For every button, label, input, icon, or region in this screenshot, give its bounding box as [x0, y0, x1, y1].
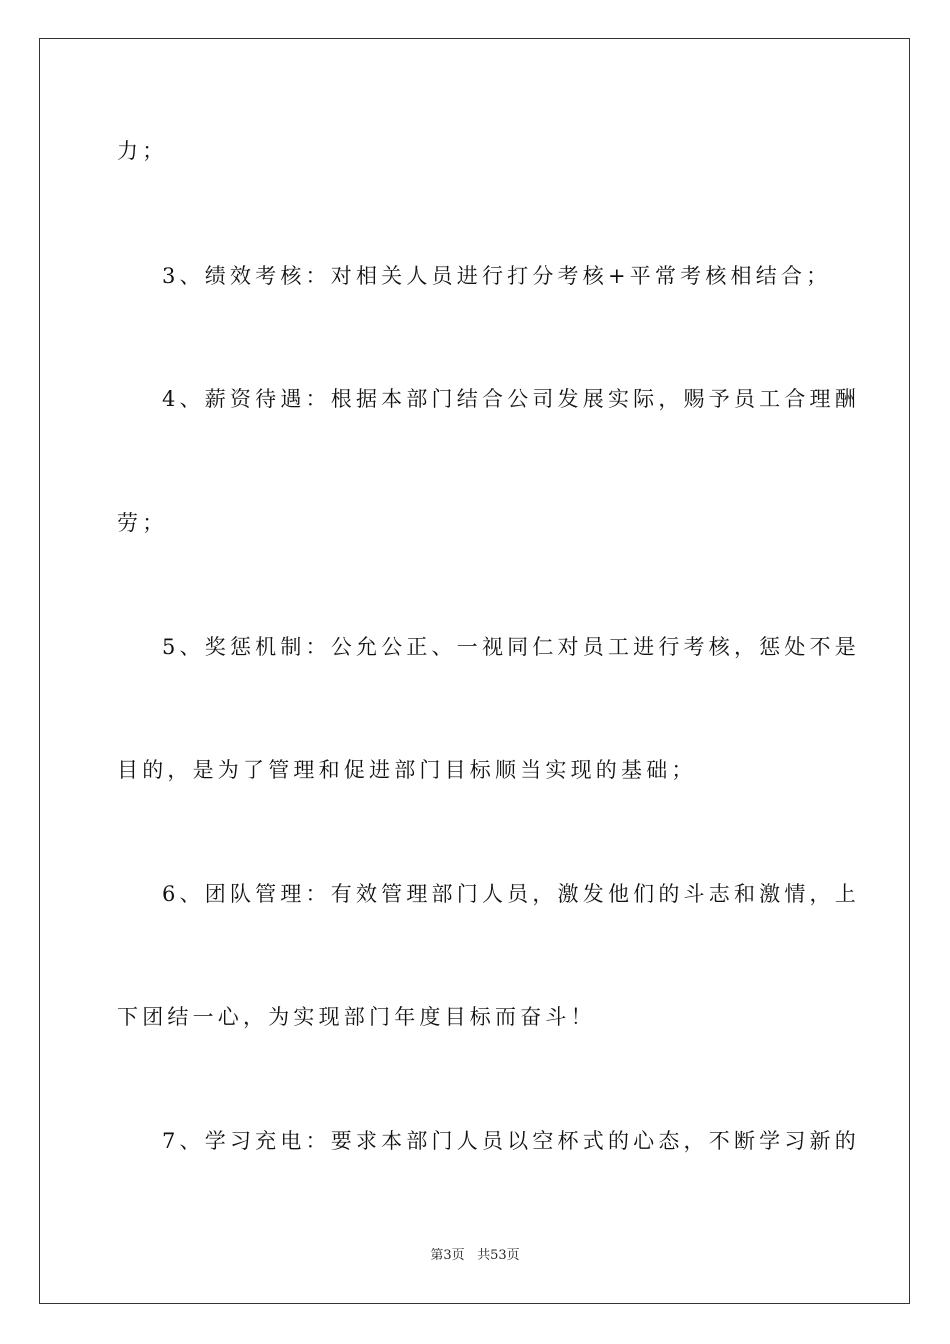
page-footer: [0, 1247, 950, 1265]
text-line-2: 3、绩效考核：对相关人员进行打分考核+平常考核相结合；: [162, 264, 832, 288]
text-line-7: 6、团队管理：有效管理部门人员，激发他们的斗志和激情，上: [162, 882, 860, 906]
text-line-4: 劳；: [117, 511, 168, 535]
page-total: 共53页: [477, 1248, 520, 1263]
text-line-5: 5、奖惩机制：公允公正、一视同仁对员工进行考核，惩处不是: [162, 635, 860, 659]
text-line-9: 7、学习充电：要求本部门人员以空杯式的心态，不断学习新的: [162, 1129, 860, 1153]
page-border: [39, 38, 910, 1304]
text-line-6: 目的，是为了管理和促进部门目标顺当实现的基础；: [117, 758, 697, 782]
page-number: 第3页: [430, 1248, 465, 1263]
text-line-8: 下团结一心，为实现部门年度目标而奋斗！: [117, 1005, 596, 1029]
text-line-1: 力；: [117, 139, 168, 163]
text-line-3: 4、薪资待遇：根据本部门结合公司发展实际，赐予员工合理酬: [162, 387, 860, 411]
